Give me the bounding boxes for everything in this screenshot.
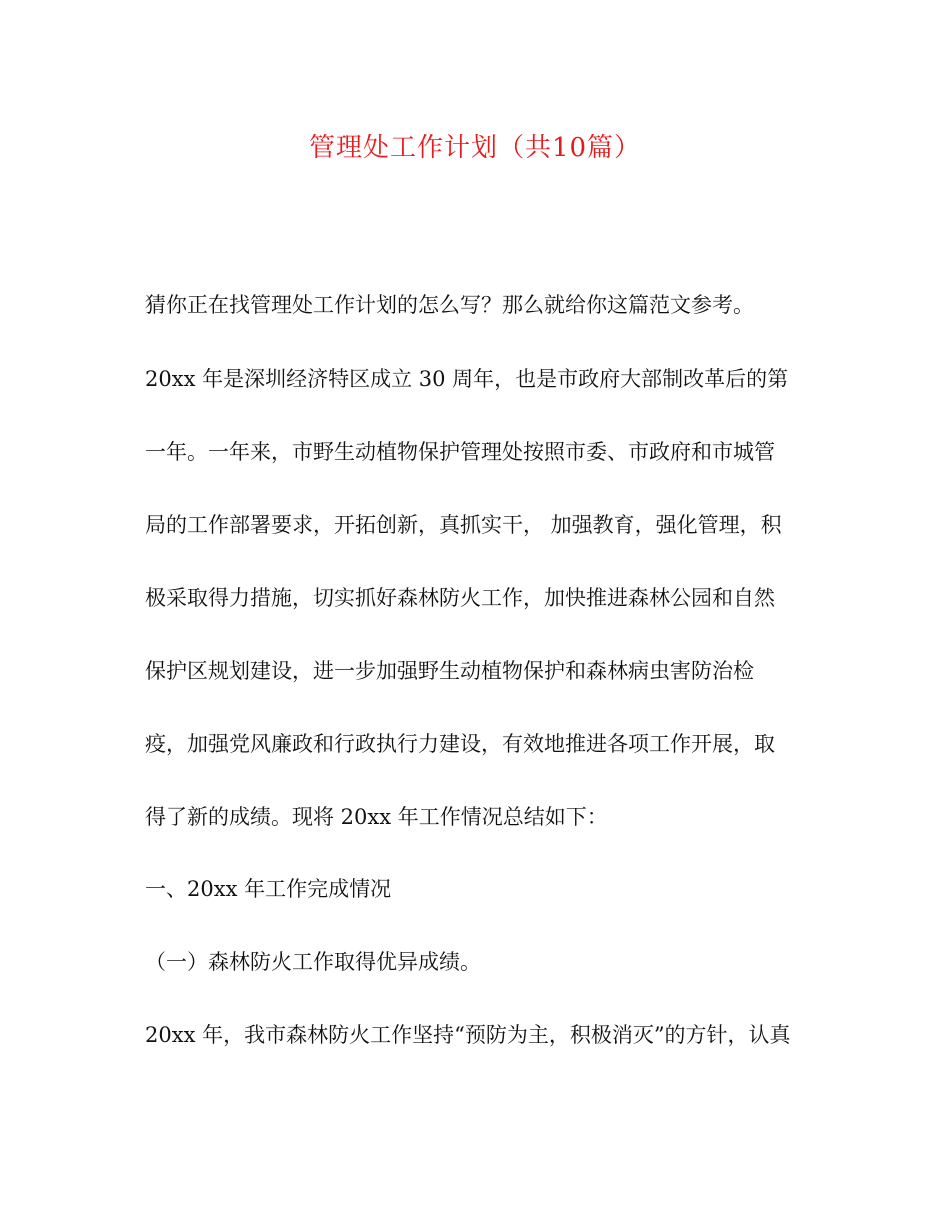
paragraph-line: 一年。一年来，市野生动植物保护管理处按照市委、市政府和市城管 bbox=[145, 440, 775, 464]
paragraph-line: 20xx 年，我市森林防火工作坚持“预防为主，积极消灭”的方针，认真 bbox=[145, 1023, 791, 1047]
paragraph-line: 疫，加强党风廉政和行政执行力建设，有效地推进各项工作开展，取 bbox=[145, 732, 775, 756]
paragraph-line: 极采取得力措施，切实抓好森林防火工作，加快推进森林公园和自然 bbox=[145, 586, 775, 610]
document-title: 管理处工作计划（共10篇） bbox=[308, 133, 642, 163]
paragraph-line: 得了新的成绩。现将 20xx 年工作情况总结如下： bbox=[145, 805, 608, 829]
paragraph-line: 局的工作部署要求，开拓创新，真抓实干， 加强教育，强化管理，积 bbox=[145, 513, 782, 537]
paragraph-line: 保护区规划建设，进一步加强野生动植物保护和森林病虫害防治检 bbox=[145, 659, 754, 683]
paragraph-line: 猜你正在找管理处工作计划的怎么写？那么就给你这篇范文参考。 bbox=[145, 293, 754, 317]
subsection-heading: （一）森林防火工作取得优异成绩。 bbox=[145, 950, 481, 974]
section-heading: 一、20xx 年工作完成情况 bbox=[145, 877, 392, 901]
paragraph-line: 20xx 年是深圳经济特区成立 30 周年，也是市政府大部制改革后的第 bbox=[145, 367, 789, 391]
